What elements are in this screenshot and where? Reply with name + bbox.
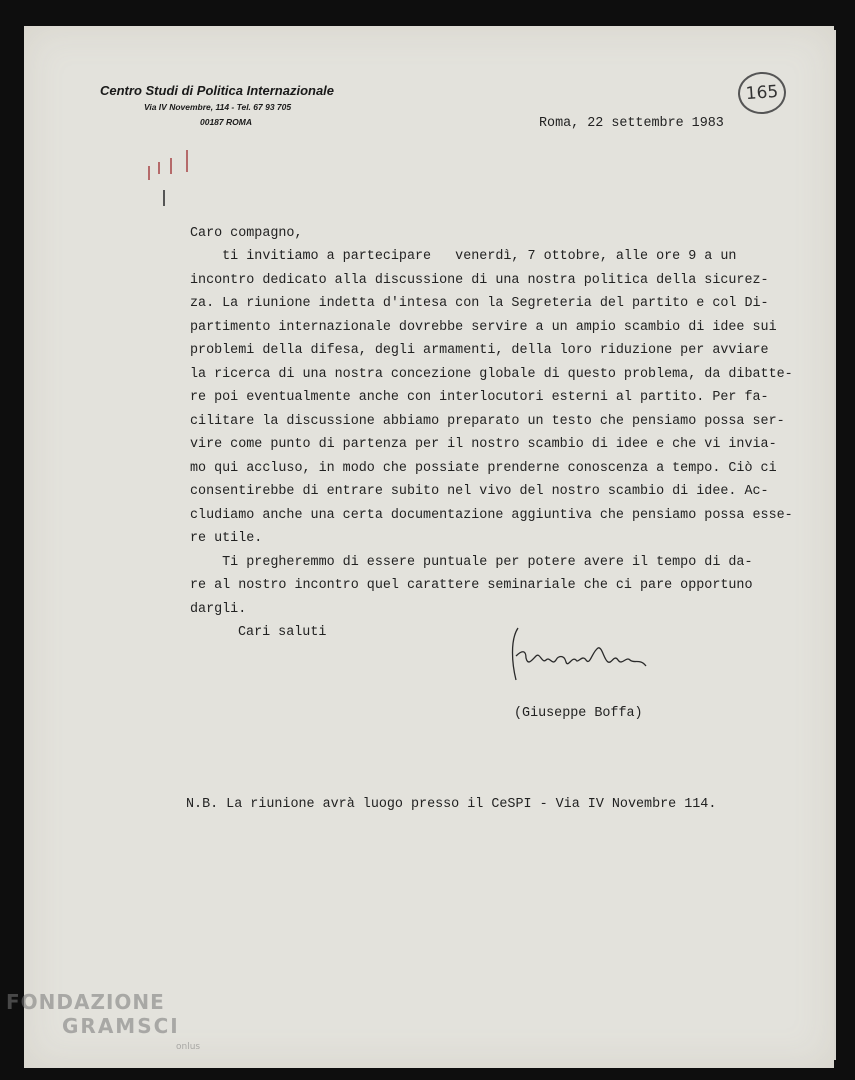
body-line: incontro dedicato alla discussione di una nostra politica della sicurez- — [190, 272, 769, 288]
body-line: consentirebbe di entrare subito nel vivo del nostro scambio di idee. Ac- — [190, 484, 769, 499]
handwritten-signature — [508, 620, 658, 700]
signatory-name: (Giuseppe Boffa) — [514, 706, 643, 721]
letter-page — [24, 26, 834, 1068]
body-line: dargli. — [190, 601, 247, 617]
red-mark — [158, 162, 160, 174]
body-line: problemi della difesa, degli armamenti, della loro riduzione per avviare — [190, 343, 769, 358]
body-line: re al nostro incontro quel carattere seminariale che ci pare opportuno — [190, 578, 753, 593]
red-mark — [186, 150, 188, 172]
page-number-circled: 165 — [737, 70, 788, 115]
logo-line-3: onlus — [176, 1042, 201, 1052]
body-line: cludiamo anche una certa documentazione aggiuntiva che pensiamo possa esse- — [190, 507, 793, 523]
fondazione-gramsci-logo — [6, 990, 201, 1052]
closing: Cari saluti — [238, 625, 327, 640]
body-line: re poi eventualmente anche con interlocutori esterni al partito. Per fa- — [190, 390, 769, 405]
letterhead-name: Centro Studi di Politica Internazionale — [100, 83, 335, 98]
red-mark — [170, 158, 172, 174]
letterhead-address: Via IV Novembre, 114 - Tel. 67 93 705 — [144, 102, 292, 112]
letter-date: Roma, 22 settembre 1983 — [539, 116, 724, 131]
body-line: partimento internazionale dovrebbe servire a un ampio scambio di idee sui — [190, 319, 777, 335]
logo-line-1: FONDAZIONE — [6, 990, 165, 1014]
red-mark — [148, 166, 150, 180]
logo-line-2: GRAMSCI — [62, 1014, 180, 1038]
salutation: Caro compagno, — [190, 226, 303, 241]
letterhead-city: 00187 ROMA — [200, 117, 252, 127]
body-line: cilitare la discussione abbiamo preparato un testo che pensiamo possa ser- — [190, 413, 785, 429]
nota-bene: N.B. La riunione avrà luogo presso il CeSPI - Via IV Novembre 114. — [186, 797, 717, 812]
body-line: vire come punto di partenza per il nostro scambio di idee e che vi invia- — [190, 437, 777, 452]
body-line: mo qui accluso, in modo che possiate prenderne conoscenza a tempo. Ciò ci — [190, 460, 777, 476]
body-line: Ti pregheremmo di essere puntuale per potere avere il tempo di da- — [190, 554, 753, 570]
pen-mark — [163, 190, 165, 206]
body-line: la ricerca di una nostra concezione globale di questo problema, da dibatte- — [190, 366, 793, 382]
body-line: za. La riunione indetta d'intesa con la Segreteria del partito e col Di- — [190, 296, 769, 311]
body-line: ti invitiamo a partecipare venerdì, 7 ottobre, alle ore 9 a un — [190, 249, 737, 264]
body-line: re utile. — [190, 531, 263, 546]
